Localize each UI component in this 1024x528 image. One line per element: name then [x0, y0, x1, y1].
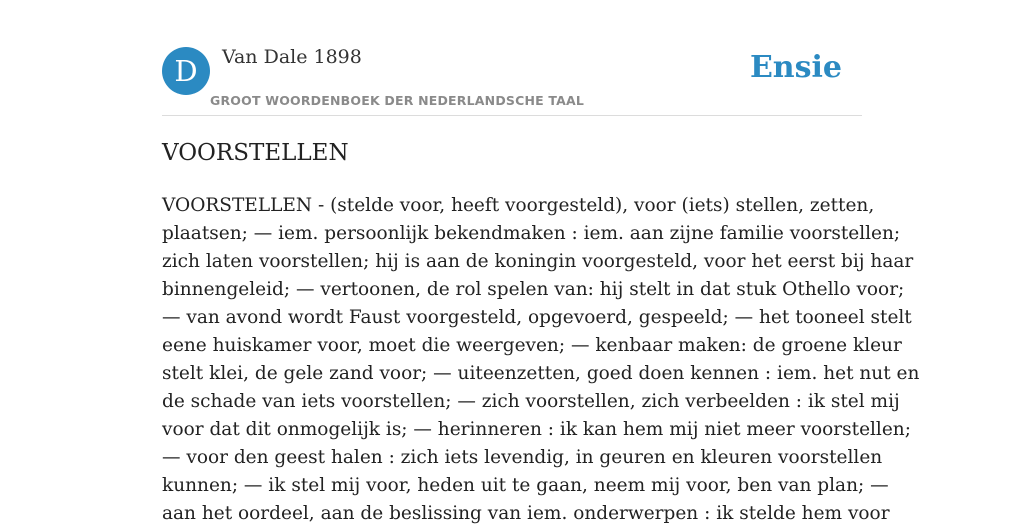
definition-line: stelt klei, de gele zand voor; — uiteenzetten, goed doen kennen : iem. het nut en — [162, 363, 920, 384]
source-subtitle: GROOT WOORDENBOEK DER NEDERLANDSCHE TAAL — [210, 93, 585, 108]
source-avatar[interactable]: D — [162, 47, 210, 95]
page — [162, 0, 920, 524]
definition-line: voor dat dit onmogelijk is; — herinneren : ik kan hem mij niet meer voorstellen; — [162, 419, 911, 440]
definition-line: — van avond wordt Faust voorgesteld, opgevoerd, gespeeld; — het tooneel stelt — [162, 307, 912, 328]
entry-title: VOORSTELLEN — [162, 140, 349, 166]
definition-line: binnengeleid; — vertoonen, de rol spelen van: hij stelt in dat stuk Othello voor; — [162, 279, 905, 300]
source-title-link[interactable]: Van Dale 1898 — [222, 46, 362, 68]
source-header — [162, 0, 862, 116]
definition-line: plaatsen; — iem. persoonlijk bekendmaken : iem. aan zijne familie voorstellen; — [162, 223, 901, 244]
definition-line: VOORSTELLEN - (stelde voor, heeft voorgesteld), voor (iets) stellen, zetten, — [162, 195, 875, 216]
entry-definition — [162, 192, 920, 528]
definition-line: — voor den geest halen : zich iets levendig, in geuren en kleuren voorstellen — [162, 447, 883, 468]
definition-line: eene huiskamer voor, moet die weergeven; — kenbaar maken: de groene kleur — [162, 335, 902, 356]
definition-line: aan het oordeel, aan de beslissing van iem. onderwerpen : ik stelde hem voor — [162, 503, 890, 524]
definition-line: kunnen; — ik stel mij voor, heden uit te gaan, neem mij voor, ben van plan; — — [162, 475, 889, 496]
brand-logo[interactable]: Ensie — [749, 50, 842, 85]
definition-line: de schade van iets voorstellen; — zich voorstellen, zich verbeelden : ik stel mij — [162, 391, 900, 412]
definition-line: zich laten voorstellen; hij is aan de koningin voorgesteld, voor het eerst bij haar — [162, 251, 914, 272]
